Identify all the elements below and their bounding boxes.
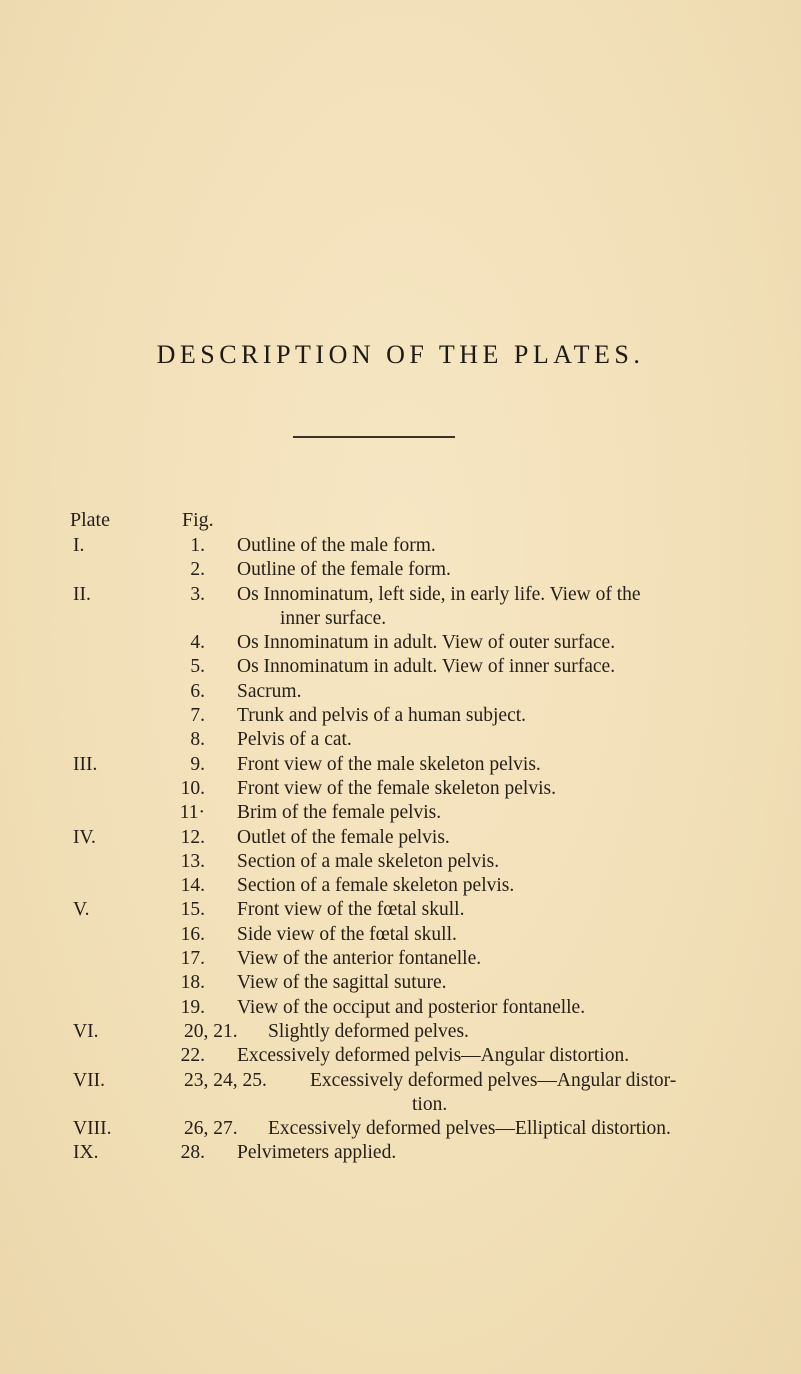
fig-number: 20, 21. xyxy=(184,1020,238,1042)
fig-description: Front view of the female skeleton pelvis. xyxy=(237,777,556,799)
fig-number: 10. xyxy=(180,777,205,799)
list-item xyxy=(0,923,801,947)
list-item xyxy=(0,801,801,825)
fig-number: 4. xyxy=(190,632,205,654)
fig-number: 2. xyxy=(190,559,205,581)
fig-description: Trunk and pelvis of a human subject. xyxy=(237,705,527,727)
fig-number: 8. xyxy=(190,729,205,751)
list-item xyxy=(0,583,801,632)
list-item xyxy=(0,631,801,655)
fig-number: 26, 27. xyxy=(184,1118,238,1140)
page-title: DESCRIPTION OF THE PLATES. xyxy=(156,340,645,369)
fig-number: 5. xyxy=(190,656,205,678)
fig-number: 17. xyxy=(180,948,205,970)
fig-description: Pelvis of a cat. xyxy=(237,729,352,751)
list-item xyxy=(0,1117,801,1141)
fig-description: Os Innominatum in adult. View of outer surface. xyxy=(237,632,616,654)
list-item xyxy=(0,558,801,582)
fig-description: Excessively deformed pelves—Angular distor- tion. xyxy=(310,1069,730,1117)
fig-number: 19. xyxy=(180,996,205,1018)
list-item xyxy=(0,1069,801,1118)
fig-number: 13. xyxy=(180,850,205,872)
fig-description: Os Innominatum in adult. View of inner surface. xyxy=(237,656,616,678)
fig-description: Outlet of the female pelvis. xyxy=(237,826,450,848)
fig-description-continuation: tion. xyxy=(412,1093,448,1115)
fig-description: Section of a male skeleton pelvis. xyxy=(237,850,500,872)
fig-description: Brim of the female pelvis. xyxy=(237,802,442,824)
fig-number: 3. xyxy=(190,583,205,605)
list-item xyxy=(0,728,801,752)
fig-number: 9. xyxy=(190,753,205,775)
list-item xyxy=(0,971,801,995)
fig-number: 23, 24, 25. xyxy=(184,1069,267,1091)
plate-number: IX. xyxy=(73,1142,99,1164)
list-item xyxy=(0,826,801,850)
fig-number: 11· xyxy=(179,802,205,824)
fig-number: 22. xyxy=(180,1045,205,1067)
list-item xyxy=(0,680,801,704)
fig-description: View of the occiput and posterior fontanelle. xyxy=(237,996,586,1018)
fig-number: 12. xyxy=(180,826,205,848)
fig-number: 16. xyxy=(180,923,205,945)
list-item xyxy=(0,898,801,922)
list-item xyxy=(0,996,801,1020)
plate-number: VI. xyxy=(73,1020,99,1042)
title-rule xyxy=(293,436,455,438)
list-item xyxy=(0,1141,801,1165)
fig-number: 15. xyxy=(180,899,205,921)
fig-description: Sacrum. xyxy=(237,680,302,702)
fig-description: View of the anterior fontanelle. xyxy=(237,948,482,970)
fig-number: 1. xyxy=(190,535,205,556)
plate-number: II. xyxy=(73,583,91,605)
list-item xyxy=(0,777,801,801)
fig-number: 6. xyxy=(190,680,205,702)
fig-description: Excessively deformed pelves—Elliptical distortion. xyxy=(268,1118,671,1140)
fig-description: View of the sagittal suture. xyxy=(237,972,447,994)
list-item xyxy=(0,874,801,898)
plate-number: I. xyxy=(73,535,85,556)
fig-description: Excessively deformed pelvis—Angular distortion. xyxy=(237,1045,630,1067)
fig-number: 7. xyxy=(190,705,205,727)
fig-number: 14. xyxy=(180,875,205,897)
list-item xyxy=(0,850,801,874)
fig-description: Pelvimeters applied. xyxy=(237,1142,397,1164)
plate-number: VII. xyxy=(73,1069,105,1091)
fig-description: Slightly deformed pelves. xyxy=(268,1020,469,1042)
plate-number: III. xyxy=(73,753,98,775)
plates-list xyxy=(0,534,801,1166)
fig-number: 18. xyxy=(180,972,205,994)
fig-description-continuation: inner surface. xyxy=(280,607,387,629)
plate-number: IV. xyxy=(73,826,96,848)
list-item xyxy=(0,1044,801,1068)
list-item xyxy=(0,704,801,728)
plate-number: V. xyxy=(73,899,90,921)
fig-header: Fig. xyxy=(182,509,214,531)
list-item xyxy=(0,1020,801,1044)
plate-header: Plate xyxy=(70,509,110,531)
list-item xyxy=(0,753,801,777)
list-item xyxy=(0,655,801,679)
list-item xyxy=(0,534,801,558)
list-item xyxy=(0,947,801,971)
fig-description: Side view of the fœtal skull. xyxy=(237,923,457,945)
fig-description: Front view of the fœtal skull. xyxy=(237,899,465,921)
fig-description: Os Innominatum, left side, in early life. View of the inner surface. xyxy=(237,583,757,631)
fig-description: Outline of the male form. xyxy=(237,535,436,556)
fig-description: Outline of the female form. xyxy=(237,559,451,581)
fig-number: 28. xyxy=(180,1142,205,1164)
fig-description: Front view of the male skeleton pelvis. xyxy=(237,753,541,775)
fig-description: Section of a female skeleton pelvis. xyxy=(237,875,515,897)
plate-number: VIII. xyxy=(73,1118,112,1140)
